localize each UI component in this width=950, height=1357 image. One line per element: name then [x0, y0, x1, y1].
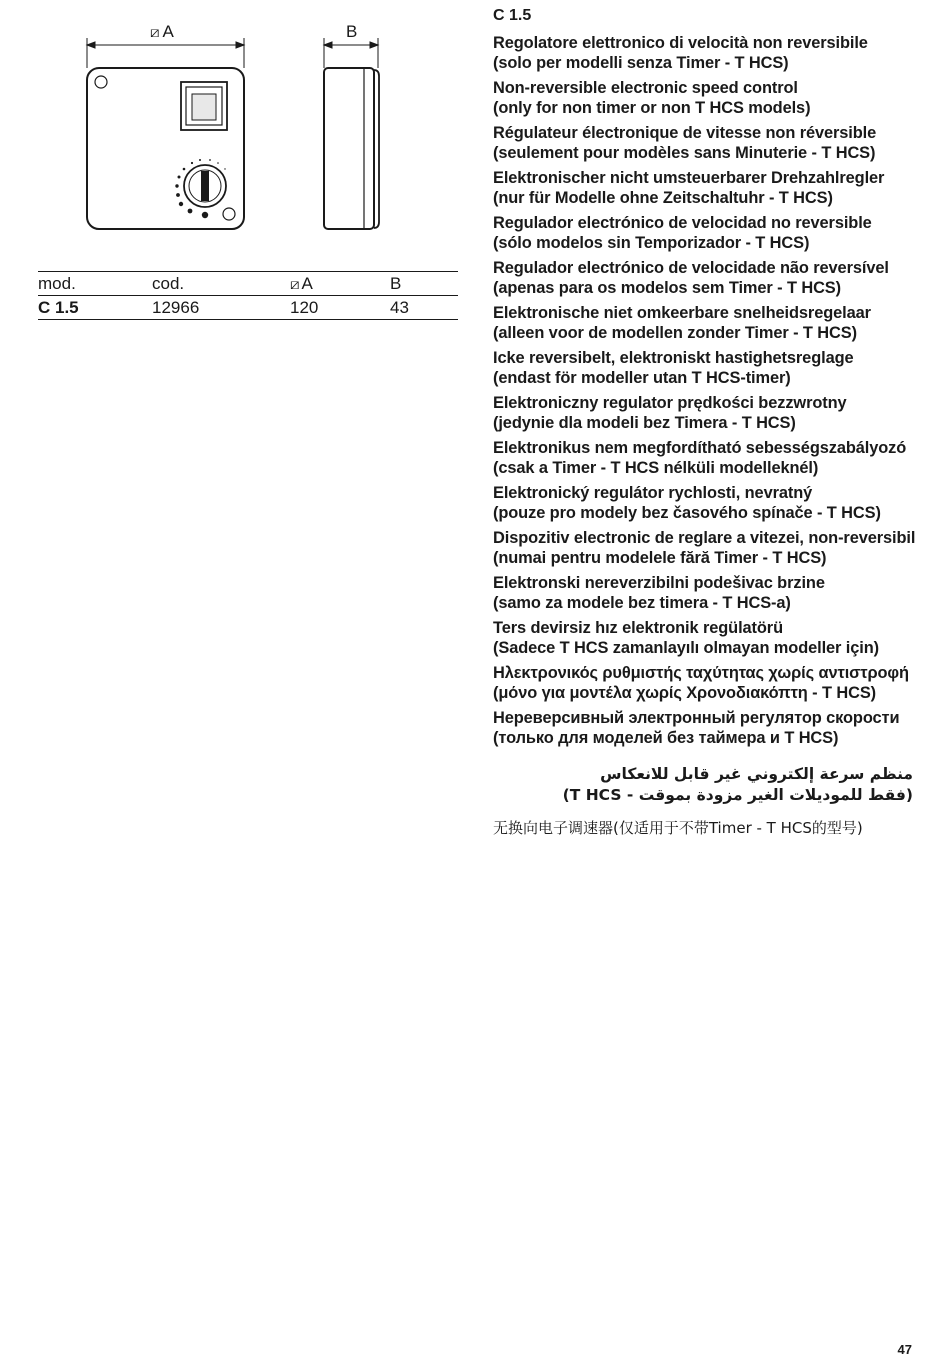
entry-croatian: [493, 574, 933, 613]
page-number: 47: [897, 1342, 912, 1357]
entry-title: Non-reversible electronic speed control: [493, 79, 798, 97]
entry-note: (samo za modele bez timera - T HCS-a): [493, 593, 791, 612]
entry-spanish: [493, 214, 933, 253]
entry-title: Régulateur électronique de vitesse non réversible: [493, 124, 877, 142]
entry-swedish: [493, 349, 933, 388]
entry-greek: [493, 664, 933, 703]
square-size-icon: ⧄: [150, 23, 160, 41]
entry-title: Ters devirsiz hız elektronik regülatörü: [493, 619, 784, 637]
cell-a: 120: [290, 296, 390, 320]
entry-arabic: [493, 764, 913, 806]
entry-title: Elektronikus nem megfordítható sebességszabályozó: [493, 439, 907, 457]
entry-note: (فقط للموديلات الغير مزودة بموقت - T HCS): [562, 786, 913, 804]
entry-dutch: [493, 304, 933, 343]
entry-portuguese: [493, 259, 933, 298]
entry-note: (μόνο για μοντέλα χωρίς Χρονοδιακόπτη - T HCS): [493, 683, 877, 702]
entry-romanian: [493, 529, 933, 568]
dimension-b-line: [324, 38, 378, 68]
front-view: [87, 68, 244, 229]
entry-english: [493, 79, 933, 118]
cell-code: 12966: [152, 296, 290, 320]
cell-model: C 1.5: [38, 296, 152, 320]
entry-note: (solo per modelli senza Timer - T HCS): [493, 53, 789, 72]
dimension-a-line: [87, 38, 244, 68]
entry-note: (apenas para os modelos sem Timer - T HCS): [493, 278, 841, 297]
entry-note: (endast för modeller utan T HCS-timer): [493, 368, 791, 387]
entry-hungarian: [493, 439, 933, 478]
cell-b: 43: [390, 296, 458, 320]
entry-title: Нереверсивный электронный регулятор скорости: [493, 709, 900, 727]
dimension-b-text: B: [346, 22, 358, 41]
entry-note: (alleen voor de modellen zonder Timer - T HCS): [493, 323, 857, 342]
entry-note: (sólo modelos sin Temporizador - T HCS): [493, 233, 810, 252]
dimension-a-text: A: [162, 22, 174, 41]
spec-table-header-row: [38, 272, 458, 296]
entry-note: (only for non timer or non T HCS models): [493, 98, 811, 117]
entry-polish: [493, 394, 933, 433]
entry-title: Elektronischer nicht umsteuerbarer Drehzahlregler: [493, 169, 885, 187]
product-drawing: [60, 18, 400, 248]
header-b: B: [390, 272, 458, 296]
header-cod: cod.: [152, 272, 290, 296]
entry-note: (csak a Timer - T HCS nélküli modelleknél): [493, 458, 819, 477]
entry-french: [493, 124, 933, 163]
dimension-a-label: [150, 23, 174, 40]
entry-note: (seulement pour modèles sans Minuterie - T HCS): [493, 143, 876, 162]
entry-title: Regolatore elettronico di velocità non reversibile: [493, 34, 868, 52]
entry-note: (numai pentru modelele fără Timer - T HCS): [493, 548, 827, 567]
side-view: [324, 68, 379, 229]
entry-russian: [493, 709, 933, 748]
entry-title: Elektronische niet omkeerbare snelheidsregelaar: [493, 304, 871, 322]
entry-note: (только для моделей без таймера и T HCS): [493, 728, 839, 747]
entry-title: Elektroniczny regulator prędkości bezzwrotny: [493, 394, 847, 412]
entry-title: Elektronski nereverzibilni podešivac brzine: [493, 574, 825, 592]
entry-title: Regulador electrónico de velocidade não reversível: [493, 259, 889, 277]
header-a-text: A: [301, 274, 313, 293]
entry-title: منظم سرعة إلكتروني غير قابل للانعكاس: [600, 765, 913, 783]
entry-italian: [493, 34, 933, 73]
entry-title: Icke reversibelt, elektroniskt hastighetsreglage: [493, 349, 854, 367]
entry-czech: [493, 484, 933, 523]
table-row: [38, 296, 458, 320]
square-size-icon: ⧄: [290, 275, 300, 293]
entry-title: Ηλεκτρονικός ρυθμιστής ταχύτητας χωρίς αντιστροφή: [493, 664, 909, 682]
entry-note: (jedynie dla modeli bez Timera - T HCS): [493, 413, 796, 432]
header-a: [290, 272, 390, 296]
header-mod: mod.: [38, 272, 152, 296]
entry-note: (Sadece T HCS zamanlayılı olmayan modeller için): [493, 638, 879, 657]
dimension-b-label: [346, 23, 357, 40]
speed-controller-drawing: [60, 18, 400, 248]
entry-note: (nur für Modelle ohne Zeitschaltuhr - T HCS): [493, 188, 833, 207]
entry-title: Regulador electrónico de velocidad no reversible: [493, 214, 872, 232]
spec-table: [38, 271, 458, 320]
description-column: [493, 6, 933, 838]
model-heading: C 1.5: [493, 7, 532, 24]
entry-title: Elektronický regulátor rychlosti, nevratný: [493, 484, 813, 502]
entry-german: [493, 169, 933, 208]
entry-title: Dispozitiv electronic de reglare a vitezei, non-reversibil: [493, 529, 916, 547]
entry-turkish: [493, 619, 933, 658]
entry-chinese: 无换向电子调速器(仅适用于不带Timer - T HCS的型号): [493, 819, 863, 837]
entry-note: (pouze pro modely bez časového spínače - T HCS): [493, 503, 881, 522]
